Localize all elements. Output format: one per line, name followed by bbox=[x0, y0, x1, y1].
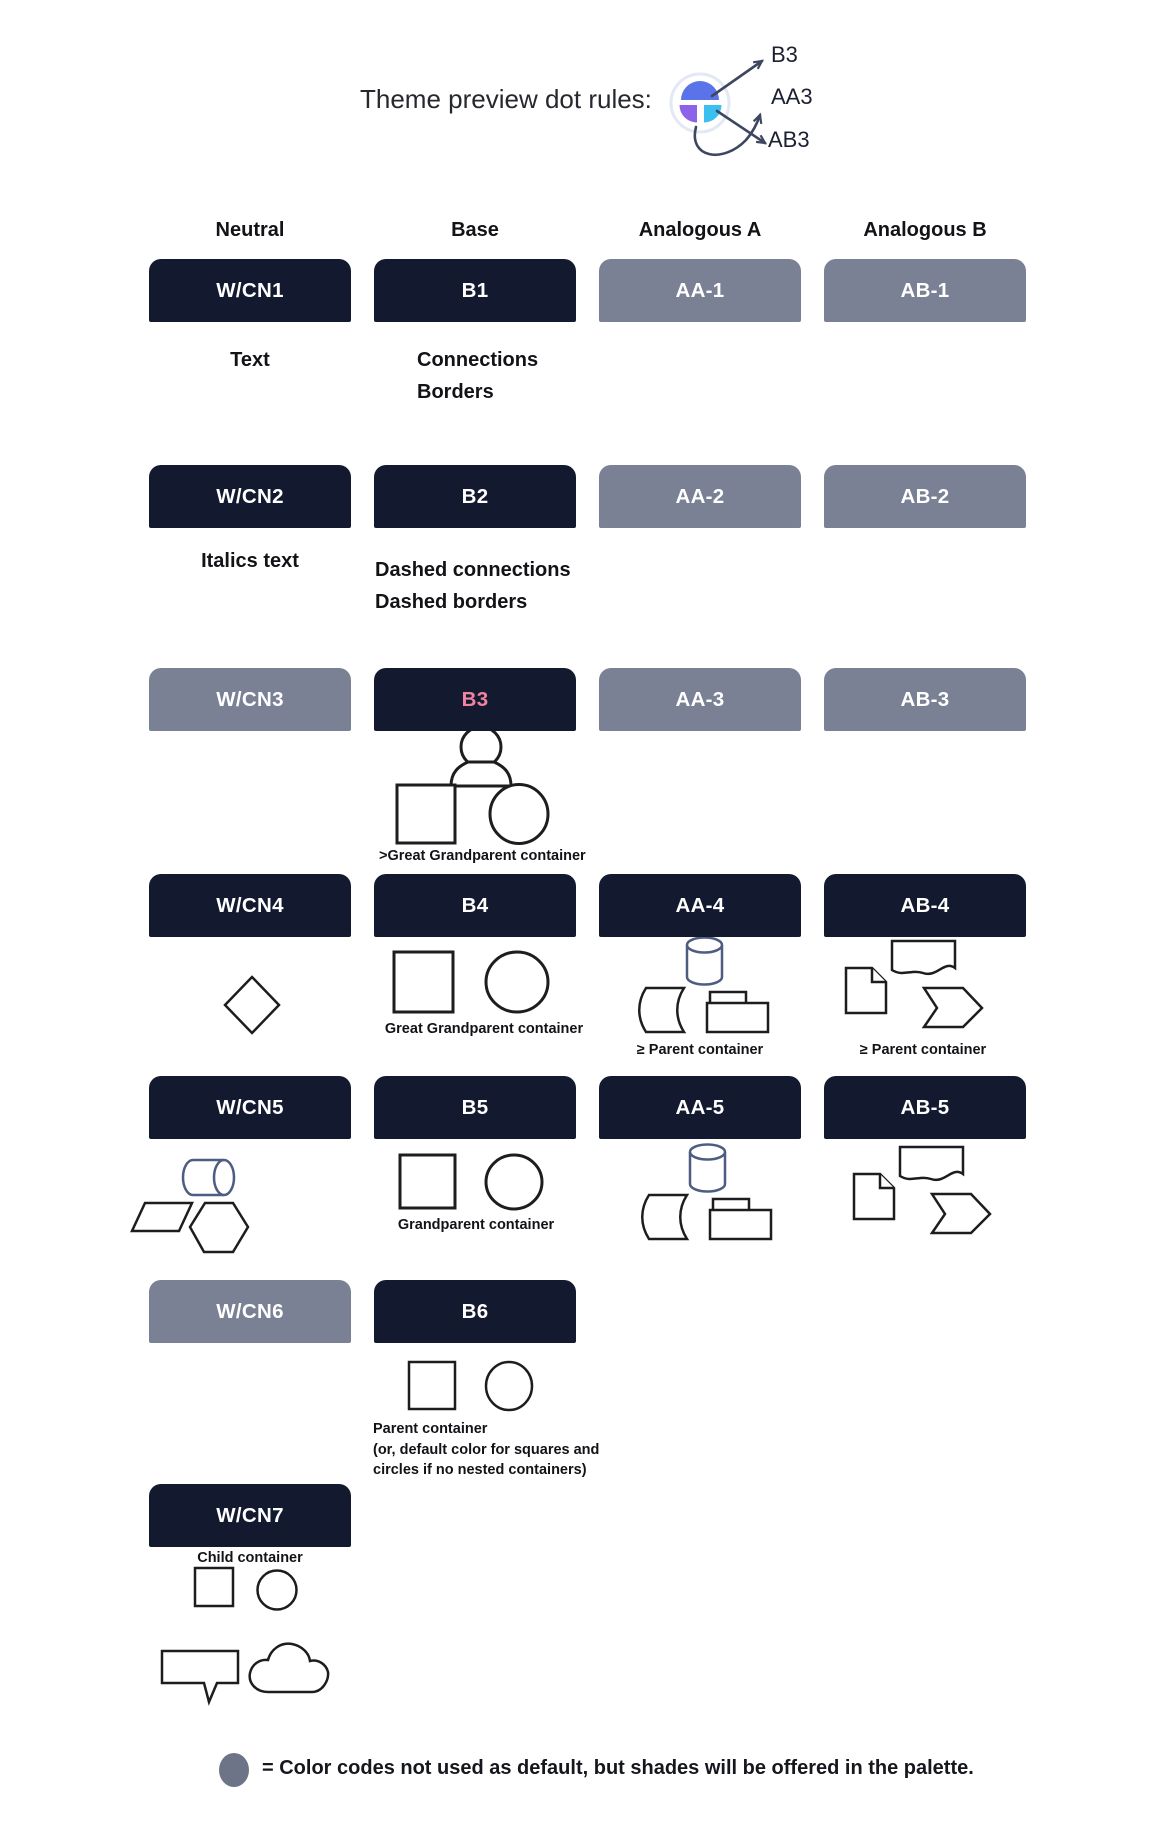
arrow-to-ab3 bbox=[717, 111, 765, 143]
chip-w-cn1[interactable]: W/CN1 bbox=[149, 259, 351, 322]
caption-line: Dashed connections bbox=[375, 559, 571, 581]
arrow-to-b3 bbox=[712, 61, 762, 96]
caption-line: Child container bbox=[197, 1550, 303, 1566]
circle-shape bbox=[486, 1155, 542, 1209]
legend-gray-dot-icon bbox=[219, 1753, 249, 1787]
wcn5-shapes bbox=[132, 1160, 248, 1252]
person-shoulders-icon bbox=[451, 762, 511, 786]
caption-line: ≥ Parent container bbox=[859, 1042, 987, 1058]
chip-w-cn3[interactable]: W/CN3 bbox=[149, 668, 351, 731]
chevron-shape bbox=[924, 988, 982, 1027]
square-shape bbox=[397, 785, 455, 843]
chip-b6[interactable]: B6 bbox=[374, 1280, 576, 1343]
chip-w-cn2[interactable]: W/CN2 bbox=[149, 465, 351, 528]
caption-line: Italics text bbox=[201, 550, 299, 572]
chip-ab-3[interactable]: AB-3 bbox=[824, 668, 1026, 731]
chip-b2[interactable]: B2 bbox=[374, 465, 576, 528]
caption-line: Grandparent container bbox=[397, 1217, 555, 1233]
aa5-shapes bbox=[642, 1145, 771, 1240]
caption-dashed bbox=[375, 554, 571, 618]
caption-italics bbox=[201, 545, 299, 577]
chip-aa-2[interactable]: AA-2 bbox=[599, 465, 801, 528]
b4-great-grandparent-shapes bbox=[394, 952, 548, 1012]
caption-line: Dashed borders bbox=[375, 591, 528, 613]
card-body-shape bbox=[707, 1003, 768, 1032]
square-shape bbox=[195, 1568, 233, 1606]
chip-ab-1[interactable]: AB-1 bbox=[824, 259, 1026, 322]
square-shape bbox=[400, 1155, 455, 1208]
circle-shape bbox=[258, 1571, 297, 1610]
legend-text: = Color codes not used as default, but shades will be offered in the palette. bbox=[262, 1757, 974, 1779]
hexagon-shape bbox=[190, 1203, 248, 1252]
wcn7-child-shapes bbox=[162, 1568, 328, 1702]
caption-parent-b6 bbox=[373, 1419, 599, 1481]
dot-rule-label-ab3: AB3 bbox=[768, 127, 810, 152]
chip-w-cn6[interactable]: W/CN6 bbox=[149, 1280, 351, 1343]
chip-b1[interactable]: B1 bbox=[374, 259, 576, 322]
wavy-document-shape bbox=[892, 941, 955, 974]
chip-ab-5[interactable]: AB-5 bbox=[824, 1076, 1026, 1139]
ab4-parent-shapes bbox=[846, 941, 982, 1027]
cloud-shape bbox=[250, 1644, 328, 1692]
theme-preview-dot-icon bbox=[671, 74, 729, 132]
caption-line: Connections bbox=[417, 349, 539, 371]
caption-line: Borders bbox=[417, 381, 494, 403]
caption-line: >Great Grandparent container bbox=[379, 848, 586, 864]
dot-rule-label-b3: B3 bbox=[771, 42, 798, 67]
chip-aa-5[interactable]: AA-5 bbox=[599, 1076, 801, 1139]
ab5-shapes bbox=[854, 1147, 990, 1233]
chip-aa-3[interactable]: AA-3 bbox=[599, 668, 801, 731]
b6-parent-shapes bbox=[409, 1362, 532, 1410]
cylinder-top-icon bbox=[687, 938, 722, 953]
aa4-parent-shapes bbox=[639, 938, 768, 1033]
speech-bubble-shape bbox=[162, 1651, 238, 1702]
caption-ggp-b3 bbox=[379, 846, 586, 867]
chip-aa-4[interactable]: AA-4 bbox=[599, 874, 801, 937]
column-header-neutral: Neutral bbox=[215, 219, 285, 241]
folded-corner-line bbox=[872, 968, 886, 982]
caption-line: Parent container bbox=[373, 1421, 488, 1437]
circle-shape bbox=[490, 785, 548, 844]
page-title: Theme preview dot rules: bbox=[360, 84, 652, 114]
caption-text bbox=[230, 344, 270, 376]
chip-b5[interactable]: B5 bbox=[374, 1076, 576, 1139]
caption-line: ≥ Parent container bbox=[636, 1042, 764, 1058]
caption-line: Great Grandparent container bbox=[384, 1021, 584, 1037]
chip-ab-4[interactable]: AB-4 bbox=[824, 874, 1026, 937]
chip-w-cn4[interactable]: W/CN4 bbox=[149, 874, 351, 937]
chip-b3[interactable]: B3 bbox=[374, 668, 576, 731]
b3-great-grandparent-shapes bbox=[397, 727, 548, 844]
caption-line: Text bbox=[230, 349, 270, 371]
caption-line: (or, default color for squares and bbox=[373, 1441, 600, 1458]
chip-ab-2[interactable]: AB-2 bbox=[824, 465, 1026, 528]
chip-w-cn5[interactable]: W/CN5 bbox=[149, 1076, 351, 1139]
diamond-shape bbox=[225, 977, 279, 1033]
chip-w-cn7[interactable]: W/CN7 bbox=[149, 1484, 351, 1547]
square-shape bbox=[409, 1362, 455, 1409]
chip-b4[interactable]: B4 bbox=[374, 874, 576, 937]
horizontal-cylinder-cap-icon bbox=[214, 1160, 234, 1195]
chip-aa-1[interactable]: AA-1 bbox=[599, 259, 801, 322]
dot-rule-label-aa3: AA3 bbox=[771, 84, 813, 109]
column-header-analogous-b: Analogous B bbox=[863, 219, 987, 241]
column-header-analogous-a: Analogous A bbox=[638, 219, 762, 241]
stored-data-shape bbox=[639, 988, 684, 1032]
column-header-base: Base bbox=[451, 219, 499, 241]
circle-shape bbox=[486, 952, 548, 1012]
b5-grandparent-shapes bbox=[400, 1155, 542, 1209]
caption-ggp-b4 bbox=[385, 1019, 583, 1040]
circle-shape bbox=[486, 1362, 532, 1410]
caption-child-w7 bbox=[197, 1548, 303, 1569]
square-shape bbox=[394, 952, 453, 1012]
folded-corner-document-shape bbox=[846, 968, 886, 1013]
caption-line: circles if no nested containers) bbox=[373, 1462, 587, 1478]
caption-parent-ab4 bbox=[860, 1040, 986, 1061]
caption-parent-aa4 bbox=[637, 1040, 763, 1061]
parallelogram-shape bbox=[132, 1203, 192, 1231]
caption-gp-b5 bbox=[398, 1215, 554, 1236]
caption-connections bbox=[417, 344, 538, 408]
